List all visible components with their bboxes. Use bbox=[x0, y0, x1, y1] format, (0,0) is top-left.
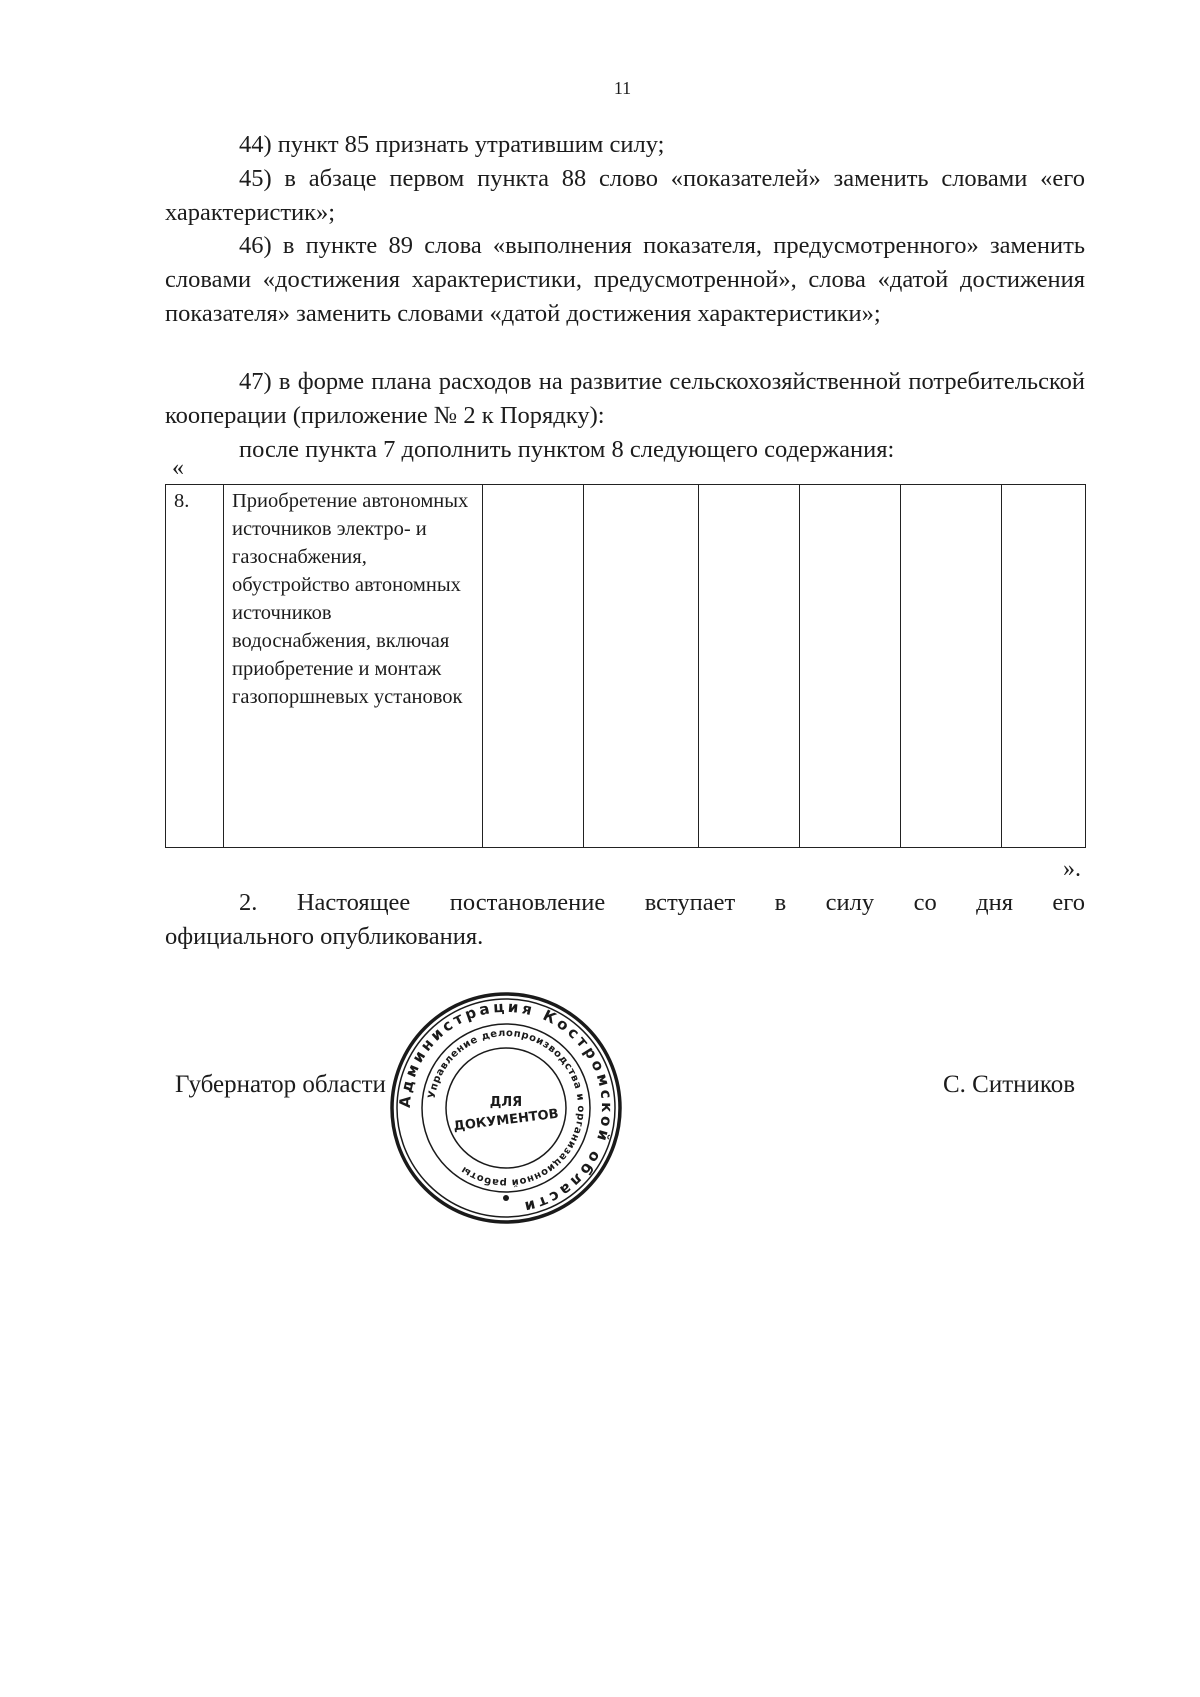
plan-table bbox=[165, 484, 1086, 848]
empty-cell bbox=[901, 485, 1002, 848]
closing-quote: ». bbox=[1063, 856, 1081, 882]
seal-center-line1: ДЛЯ bbox=[489, 1095, 523, 1110]
official-seal bbox=[388, 990, 624, 1226]
opening-quote: « bbox=[172, 455, 184, 481]
paragraph-47-sub: после пункта 7 дополнить пунктом 8 следующего содержания: bbox=[239, 436, 895, 463]
seal-center-line2: ДОКУМЕНТОВ bbox=[452, 1106, 560, 1135]
final-clause-line2: официального опубликования. bbox=[165, 923, 484, 950]
empty-cell bbox=[584, 485, 699, 848]
row-number-cell: 8. bbox=[166, 485, 224, 848]
paragraph-44: 44) пункт 85 признать утратившим силу; bbox=[239, 131, 665, 158]
page-number: 11 bbox=[613, 78, 632, 98]
empty-cell bbox=[800, 485, 901, 848]
empty-cell bbox=[699, 485, 800, 848]
seal-dot-icon bbox=[503, 1195, 509, 1201]
signatory-position: Губернатор области bbox=[175, 1071, 386, 1098]
paragraph-45: 45) в абзаце первом пункта 88 слово «показателей» заменить словами «его характеристик»; bbox=[165, 165, 1085, 226]
seal-outer-text: Администрация Костромской области bbox=[395, 997, 617, 1217]
empty-cell bbox=[483, 485, 584, 848]
final-clause-line1: 2. Настоящее постановление вступает в силу со дня его bbox=[239, 889, 1085, 916]
empty-cell bbox=[1002, 485, 1086, 848]
signatory-name: С. Ситников bbox=[943, 1071, 1076, 1098]
seal-inner-text: Управление делопроизводства и организационной работы bbox=[426, 1027, 587, 1189]
row-description-cell: Приобретение автономных источников электро- и газоснабжения, обустройство автономных источников водоснабжения, включая приобретение и монтаж газопоршневых установок bbox=[224, 485, 483, 848]
paragraph-46: 46) в пункте 89 слова «выполнения показателя, предусмотренного» заменить словами «достижения характеристики, предусмотренной», слова «датой достижения показателя» заменить словами «датой достижения характеристики»; bbox=[165, 232, 1085, 327]
table-row bbox=[166, 485, 1086, 848]
paragraph-47: 47) в форме плана расходов на развитие сельскохозяйственной потребительской кооперации (приложение № 2 к Порядку): bbox=[165, 368, 1085, 429]
